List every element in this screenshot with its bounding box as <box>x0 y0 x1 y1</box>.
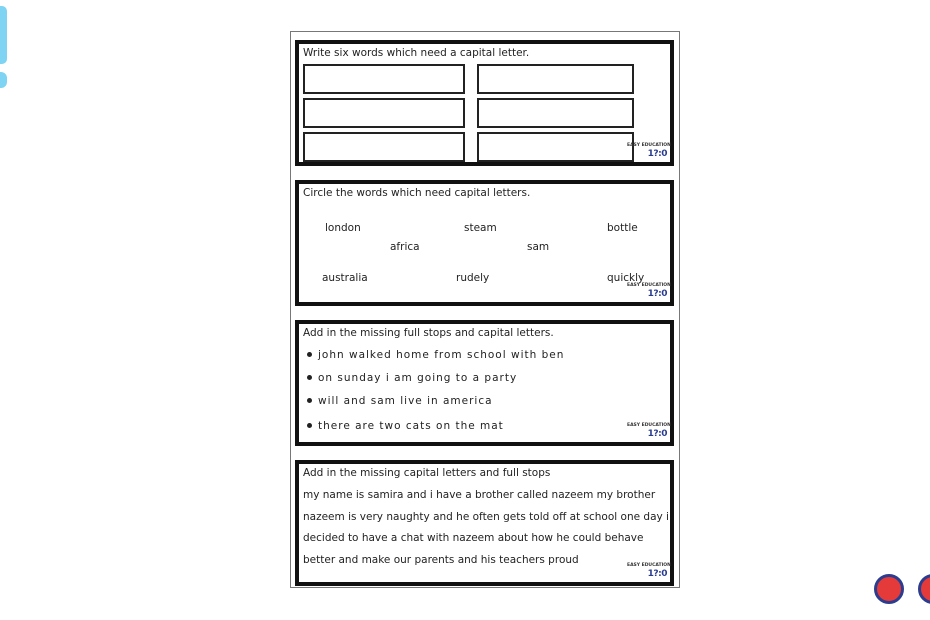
logo-mark: 1?:0 <box>647 289 667 299</box>
annotate-button[interactable] <box>874 574 904 604</box>
sentence-text: will and sam live in america <box>318 395 493 407</box>
word-option[interactable]: quickly <box>607 272 645 284</box>
panel-title: Add in the missing full stops and capital letters. <box>303 327 554 339</box>
sentence-text: on sunday i am going to a party <box>318 372 518 384</box>
easy-education-logo <box>627 283 671 301</box>
logo-mark: 1?:0 <box>647 429 667 439</box>
word-option[interactable]: rudely <box>456 272 490 284</box>
answer-box[interactable] <box>477 98 634 128</box>
word-option[interactable]: steam <box>464 222 497 234</box>
paragraph-line: nazeem is very naughty and he often gets told off at school one day i <box>303 511 669 523</box>
panel-title: Add in the missing capital letters and full stops <box>303 467 551 479</box>
sentence-item <box>307 420 504 432</box>
easy-education-logo <box>627 143 671 161</box>
word-option[interactable]: australia <box>322 272 368 284</box>
annotate-button-secondary[interactable] <box>918 574 930 604</box>
logo-text: EASY EDUCATION <box>627 143 671 148</box>
word-option[interactable]: london <box>325 222 361 234</box>
bullet-icon <box>307 398 312 403</box>
easy-education-logo <box>627 423 671 441</box>
answer-box[interactable] <box>477 64 634 94</box>
sentence-text: there are two cats on the mat <box>318 420 504 432</box>
panel-title: Circle the words which need capital letters. <box>303 187 531 199</box>
logo-text: EASY EDUCATION <box>627 283 671 288</box>
bullet-icon <box>307 423 312 428</box>
paragraph-line: my name is samira and i have a brother called nazeem my brother <box>303 489 656 501</box>
worksheet-page <box>290 31 680 588</box>
sentence-item <box>307 372 517 384</box>
sentence-text: john walked home from school with ben <box>318 349 565 361</box>
word-option[interactable]: sam <box>527 241 550 253</box>
panel-title: Write six words which need a capital letter. <box>303 47 530 59</box>
panel-circle-words <box>295 180 674 306</box>
logo-mark: 1?:0 <box>647 149 667 159</box>
answer-box[interactable] <box>303 64 465 94</box>
answer-box[interactable] <box>303 132 465 162</box>
easy-education-logo <box>627 563 671 581</box>
answer-box[interactable] <box>477 132 634 162</box>
bullet-icon <box>307 375 312 380</box>
sentence-item <box>307 349 564 361</box>
word-option[interactable]: bottle <box>607 222 638 234</box>
word-option[interactable]: africa <box>390 241 420 253</box>
panel-paragraph <box>295 460 674 586</box>
answer-box[interactable] <box>303 98 465 128</box>
exclamation-dot <box>0 72 7 88</box>
paragraph-line: decided to have a chat with nazeem about how he could behave <box>303 532 644 544</box>
logo-text: EASY EDUCATION <box>627 563 671 568</box>
paragraph-line: better and make our parents and his teachers proud <box>303 554 579 566</box>
panel-write-words <box>295 40 674 166</box>
sentence-item <box>307 395 493 407</box>
logo-text: EASY EDUCATION <box>627 423 671 428</box>
exclamation-bar <box>0 6 7 64</box>
exclamation-decoration <box>0 6 8 90</box>
logo-mark: 1?:0 <box>647 569 667 579</box>
panel-full-stops <box>295 320 674 446</box>
bullet-icon <box>307 352 312 357</box>
